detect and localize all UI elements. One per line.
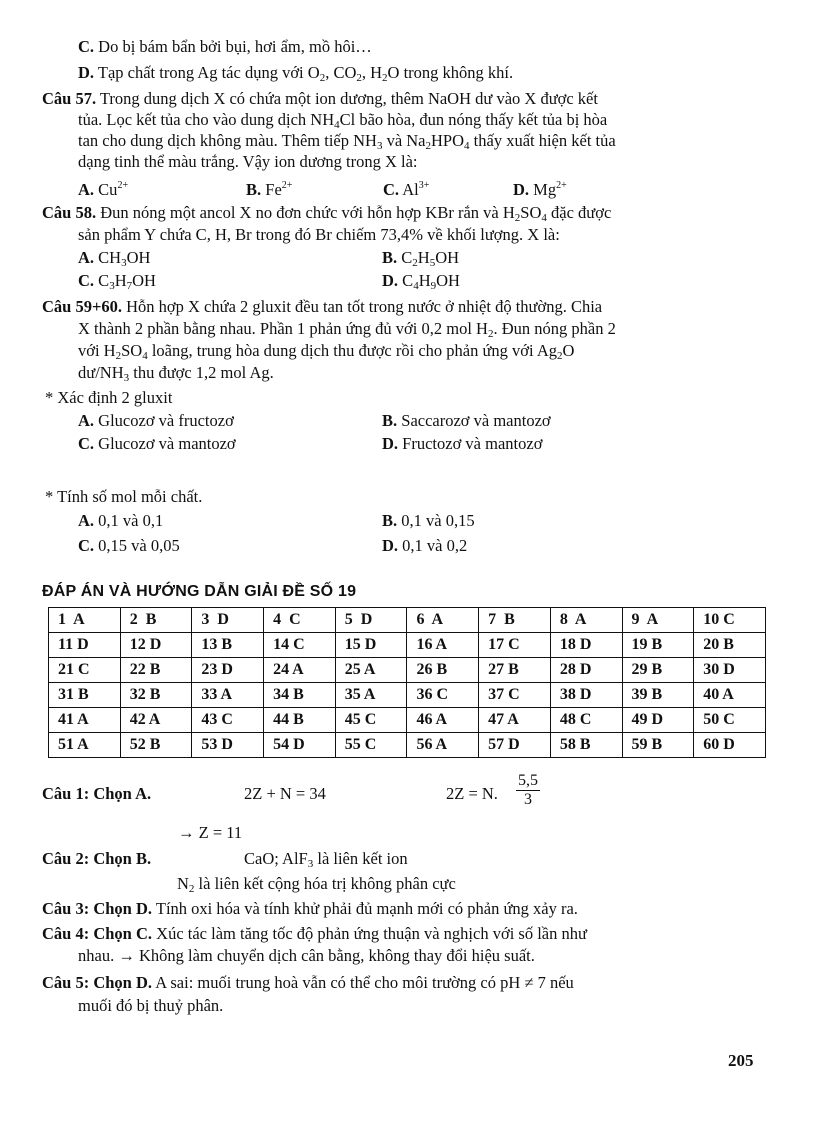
answer-cell: 30 D	[694, 658, 766, 683]
sol-2-text-1: CaO; AlF$_3$ là liên kết ion	[244, 849, 408, 870]
answer-key-table	[48, 607, 766, 758]
answer-row	[49, 683, 766, 708]
answer-cell: 5 D	[335, 608, 407, 633]
answer-cell: 53 D	[192, 733, 264, 758]
answer-cell: 42 A	[120, 708, 192, 733]
answer-cell: 35 A	[335, 683, 407, 708]
q59-part2-option-b: B. 0,1 và 0,15	[382, 511, 475, 530]
answer-cell: 15 D	[335, 633, 407, 658]
answer-cell: 26 B	[407, 658, 479, 683]
answer-cell: 17 C	[479, 633, 551, 658]
sol-4-line-1: Câu 4: Chọn C. Xúc tác làm tăng tốc độ phản ứng thuận và nghịch với số lần như	[42, 924, 587, 943]
q59-part1-option-c: C. Glucozơ và mantozơ	[78, 434, 236, 453]
answer-cell: 41 A	[49, 708, 121, 733]
answer-cell: 55 C	[335, 733, 407, 758]
sol-3: Câu 3: Chọn D. Tính oxi hóa và tính khử phải đủ mạnh mới có phản ứng xảy ra.	[42, 899, 578, 918]
answer-cell: 40 A	[694, 683, 766, 708]
q59-line-3: với $H_2SO_4$ loãng, trung hòa dung dịch thu được rồi cho phản ứng với $Ag_2O$	[78, 341, 575, 362]
q59-part2-option-d: D. 0,1 và 0,2	[382, 536, 468, 555]
q57-option-a: A. $Cu^{2+}$	[78, 180, 129, 199]
q59-part1-option-d: D. Fructozơ và mantozơ	[382, 434, 543, 453]
answer-cell: 4 C	[264, 608, 336, 633]
answer-cell: 52 B	[120, 733, 192, 758]
answer-cell: 14 C	[264, 633, 336, 658]
q59-line-1: Câu 59+60. Hỗn hợp X chứa 2 gluxit đều tan tốt trong nước ở nhiệt độ thường. Chia	[42, 297, 603, 316]
q59-part2-title: * Tính số mol mỗi chất.	[45, 487, 203, 506]
answer-cell: 50 C	[694, 708, 766, 733]
q59-part1-option-a: A. Glucozơ và fructozơ	[78, 411, 234, 430]
answer-cell: 9 A	[622, 608, 694, 633]
answer-cell: 29 B	[622, 658, 694, 683]
q58-option-b: B. $C_2H_5OH$	[382, 248, 460, 269]
q59-part1-title: * Xác định 2 gluxit	[45, 388, 173, 407]
answer-cell: 7 B	[479, 608, 551, 633]
answer-cell: 6 A	[407, 608, 479, 633]
answer-cell: 22 B	[120, 658, 192, 683]
answer-cell: 25 A	[335, 658, 407, 683]
sol-1-eq2: 2Z = N.	[446, 784, 498, 803]
q58-option-a: A. $CH_3OH$	[78, 248, 151, 269]
answer-cell: 49 D	[622, 708, 694, 733]
answer-row	[49, 608, 766, 633]
q57-line-3: tan cho dung dịch không màu. Thêm tiếp $NH_3$ và $Na_2HPO_4$ thấy xuất hiện kết tủa	[78, 131, 616, 152]
answer-cell: 23 D	[192, 658, 264, 683]
sol-5-line-2: muối đó bị thuỷ phân.	[78, 996, 224, 1015]
sol-2-label: Câu 2: Chọn B.	[42, 849, 152, 868]
answer-cell: 18 D	[550, 633, 622, 658]
q56-option-c: C. Do bị bám bẩn bởi bụi, hơi ẩm, mồ hôi…	[78, 37, 372, 56]
answer-cell: 11 D	[49, 633, 121, 658]
answer-cell: 45 C	[335, 708, 407, 733]
answer-cell: 19 B	[622, 633, 694, 658]
fraction-denominator: 3	[524, 791, 532, 808]
answer-cell: 58 B	[550, 733, 622, 758]
answer-row	[49, 633, 766, 658]
sol-2-text-2: $N_2$ là liên kết cộng hóa trị không phân cực	[177, 874, 456, 895]
answer-cell: 43 C	[192, 708, 264, 733]
sol-1-fraction	[516, 772, 540, 809]
answer-cell: 31 B	[49, 683, 121, 708]
fraction-numerator: 5,5	[518, 772, 538, 789]
answer-cell: 24 A	[264, 658, 336, 683]
q59-part2-option-a: A. 0,1 và 0,1	[78, 511, 164, 530]
q57-option-d: D. $Mg^{2+}$	[513, 180, 567, 199]
answer-cell: 47 A	[479, 708, 551, 733]
answer-cell: 33 A	[192, 683, 264, 708]
answer-key-heading: ĐÁP ÁN VÀ HƯỚNG DẪN GIẢI ĐỀ SỐ 19	[42, 583, 357, 600]
answer-cell: 10 C	[694, 608, 766, 633]
answer-cell: 51 A	[49, 733, 121, 758]
answer-row	[49, 658, 766, 683]
answer-cell: 13 B	[192, 633, 264, 658]
answer-cell: 27 B	[479, 658, 551, 683]
q57-line-2: tủa. Lọc kết tủa cho vào dung dịch $NH_4Cl$ bão hòa, đun nóng thấy kết tủa bị hòa	[78, 110, 608, 131]
answer-cell: 3 D	[192, 608, 264, 633]
answer-cell: 54 D	[264, 733, 336, 758]
answer-cell: 12 D	[120, 633, 192, 658]
answer-cell: 60 D	[694, 733, 766, 758]
answer-cell: 46 A	[407, 708, 479, 733]
page-number: 205	[728, 1051, 754, 1070]
answer-cell: 38 D	[550, 683, 622, 708]
q59-line-4: $dư/NH_3$ thu được 1,2 mol Ag.	[78, 363, 274, 384]
q57-option-c: C. $Al^{3+}$	[383, 180, 430, 199]
answer-cell: 1 A	[49, 608, 121, 633]
answer-cell: 20 B	[694, 633, 766, 658]
q58-option-d: D. $C_4H_9OH$	[382, 271, 460, 292]
answer-cell: 36 C	[407, 683, 479, 708]
answer-row	[49, 708, 766, 733]
q58-line-1: Câu 58. Đun nóng một ancol X no đơn chức với hỗn hợp KBr rắn và $H_2SO_4$ đặc được	[42, 203, 612, 224]
sol-5-line-1: Câu 5: Chọn D. A sai: muối trung hoà vẫn có thể cho môi trường có pH ≠ 7 nếu	[42, 973, 574, 992]
answer-cell: 32 B	[120, 683, 192, 708]
q56-option-d: D. Tạp chất trong Ag tác dụng với $O_2$, $CO_2$, $H_2O$ trong không khí.	[78, 63, 514, 84]
q57-line-4: dạng tinh thể màu trắng. Vậy ion dương trong X là:	[78, 152, 418, 171]
sol-1-eq1: 2Z + N = 34	[244, 784, 326, 803]
answer-cell: 8 A	[550, 608, 622, 633]
q58-option-c: C. $C_3H_7OH$	[78, 271, 156, 292]
answer-cell: 34 B	[264, 683, 336, 708]
q59-line-2: X thành 2 phần bằng nhau. Phần 1 phản ứng đủ với 0,2 mol $H_2$. Đun nóng phần 2	[78, 319, 616, 340]
sol-4-line-2: nhau. → Không làm chuyển dịch cân bằng, không thay đổi hiệu suất.	[78, 946, 535, 965]
answer-cell: 37 C	[479, 683, 551, 708]
sol-1-result: → Z = 11	[178, 823, 243, 842]
q58-line-2: sản phẩm Y chứa C, H, Br trong đó Br chiếm 73,4% về khối lượng. X là:	[78, 225, 560, 244]
answer-cell: 21 C	[49, 658, 121, 683]
answer-cell: 48 C	[550, 708, 622, 733]
q57-line-1: Câu 57. Trong dung dịch X có chứa một ion dương, thêm NaOH dư vào X được kết	[42, 89, 598, 108]
answer-cell: 59 B	[622, 733, 694, 758]
q57-option-b: B. $Fe^{2+}$	[246, 180, 293, 199]
answer-cell: 56 A	[407, 733, 479, 758]
answer-cell: 57 D	[479, 733, 551, 758]
q59-part2-option-c: C. 0,15 và 0,05	[78, 536, 180, 555]
answer-cell: 16 A	[407, 633, 479, 658]
answer-cell: 2 B	[120, 608, 192, 633]
answer-row	[49, 733, 766, 758]
sol-1-label: Câu 1: Chọn A.	[42, 784, 152, 803]
answer-cell: 44 B	[264, 708, 336, 733]
answer-cell: 39 B	[622, 683, 694, 708]
q59-part1-option-b: B. Saccarozơ và mantozơ	[382, 411, 551, 430]
answer-cell: 28 D	[550, 658, 622, 683]
